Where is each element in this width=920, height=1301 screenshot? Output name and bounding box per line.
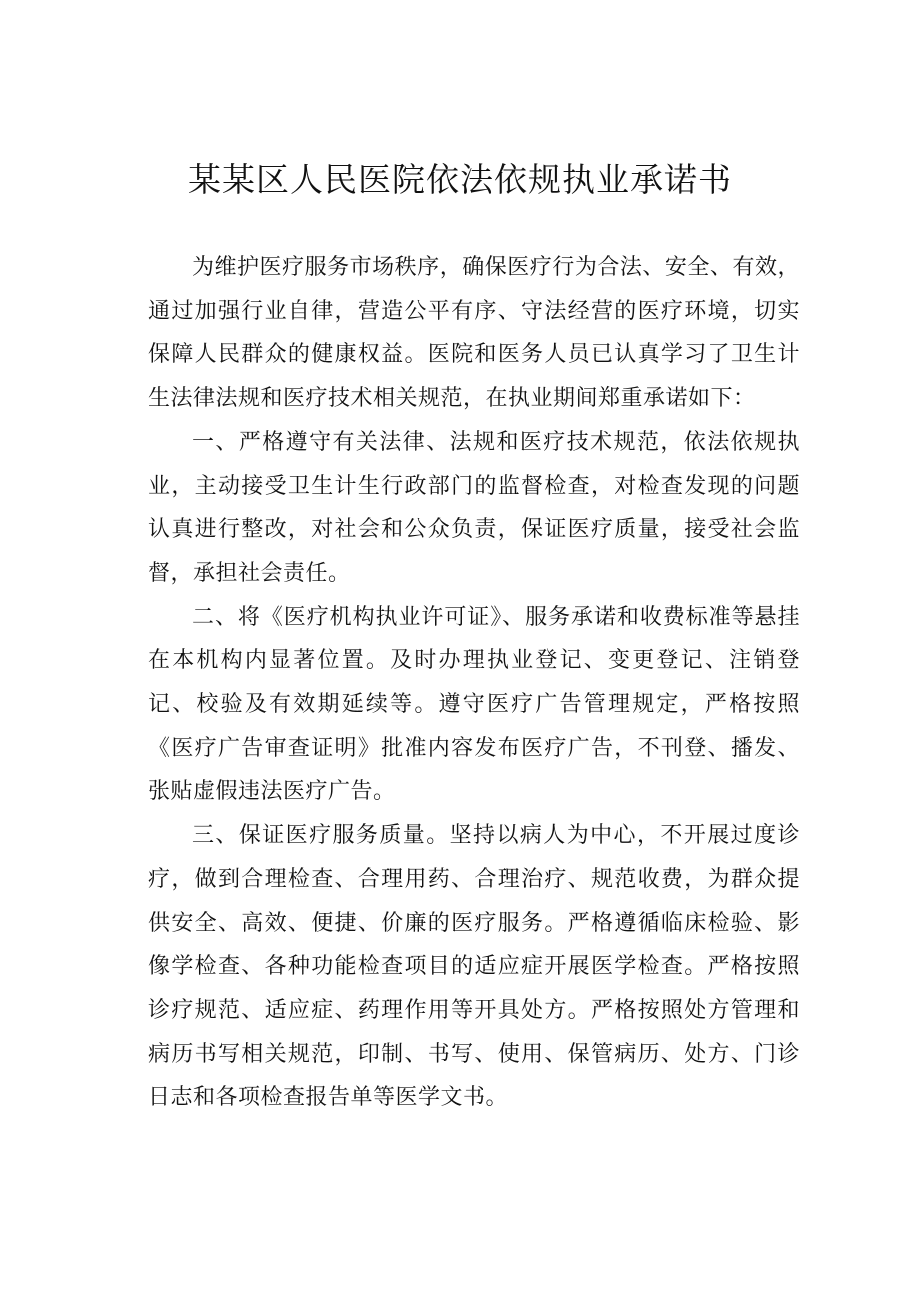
paragraph-pledge-1: 一、严格遵守有关法律、法规和医疗技术规范，依法依规执业，主动接受卫生计生行政部门的监督检查，对检查发现的问题认真进行整改，对社会和公众负责，保证医疗质量，接受社会监督，承担社会责任。	[148, 429, 800, 586]
paragraph-pledge-2: 二、将《医疗机构执业许可证》、服务承诺和收费标准等悬挂在本机构内显著位置。及时办理执业登记、变更登记、注销登记、校验及有效期延续等。遵守医疗广告管理规定，严格按照《医疗广告审查证明》批准内容发布医疗广告，不刊登、播发、张贴虚假违法医疗广告。	[148, 604, 800, 805]
paragraph-intro: 为维护医疗服务市场秩序，确保医疗行为合法、安全、有效，通过加强行业自律，营造公平有序、守法经营的医疗环境，切实保障人民群众的健康权益。医院和医务人员已认真学习了卫生计生法律法规和医疗技术相关规范，在执业期间郑重承诺如下：	[148, 255, 800, 412]
document-title: 某某区人民医院依法依规执业承诺书	[188, 160, 732, 199]
document-body	[148, 246, 800, 1120]
paragraph-pledge-3: 三、保证医疗服务质量。坚持以病人为中心，不开展过度诊疗，做到合理检查、合理用药、合理治疗、规范收费，为群众提供安全、高效、便捷、价廉的医疗服务。严格遵循临床检验、影像学检查、各种功能检查项目的适应症开展医学检查。严格按照诊疗规范、适应症、药理作用等开具处方。严格按照处方管理和病历书写相关规范，印制、书写、使用、保管病历、处方、门诊日志和各项检查报告单等医学文书。	[148, 823, 800, 1111]
